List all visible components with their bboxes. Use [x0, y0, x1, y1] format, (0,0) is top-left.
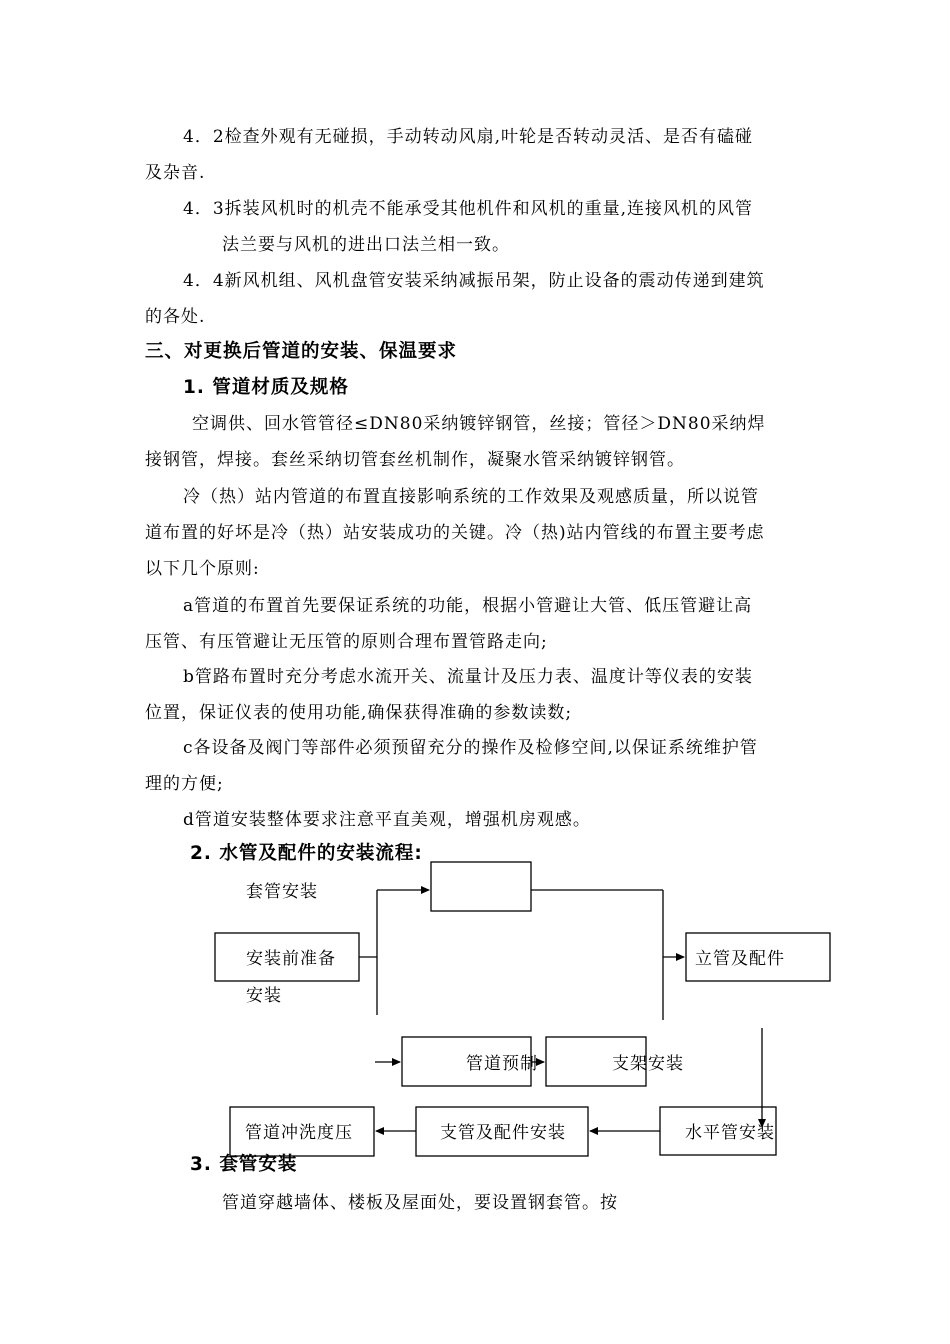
paragraph-4-4-line1: 4．4新风机组、风机盘管安装采纳减振吊架，防止设备的震动传递到建筑	[183, 271, 765, 291]
paragraph-4-3-line2: 法兰要与风机的进出口法兰相一致。	[222, 235, 510, 255]
principle-b-line1: b管路布置时充分考虑水流开关、流量计及压力表、温度计等仪表的安装	[183, 667, 753, 687]
principle-d-line1: d管道安装整体要求注意平直美观，增强机房观感。	[183, 810, 591, 830]
subsection-2-heading: 2. 水管及配件的安装流程:	[190, 843, 423, 864]
paragraph-4-2-line2: 及杂音.	[145, 163, 206, 183]
paragraph-4-2-line1: 4．2检查外观有无碰损，手动转动风扇,叶轮是否转动灵活、是否有磕碰	[183, 127, 754, 147]
material-line2: 接钢管，焊接。套丝采纳切管套丝机制作，凝聚水管采纳镀锌钢管。	[145, 450, 685, 470]
label-sleeve-install: 套管安装	[246, 882, 318, 902]
empty-box-top	[431, 862, 531, 911]
principle-c-line1: c各设备及阀门等部件必须预留充分的操作及检修空间,以保证系统维护管	[183, 738, 758, 758]
layout-line3: 以下几个原则:	[145, 559, 260, 579]
label-riser: 立管及配件	[695, 949, 785, 969]
sleeve-paragraph-line1: 管道穿越墙体、楼板及屋面处，要设置钢套管。按	[222, 1193, 618, 1213]
principle-a-line2: 压管、有压管避让无压管的原则合理布置管路走向;	[145, 632, 548, 652]
label-branch: 支管及配件安装	[440, 1123, 566, 1143]
label-install: 安装	[246, 986, 282, 1006]
subsection-3-heading: 3. 套管安装	[190, 1154, 298, 1175]
principle-a-line1: a管道的布置首先要保证系统的功能，根据小管避让大管、低压管避让高	[183, 596, 753, 616]
label-prep: 安装前准备	[246, 949, 336, 969]
label-horizontal: 水平管安装	[685, 1123, 775, 1143]
section-3-heading: 三、对更换后管道的安装、保温要求	[145, 341, 458, 362]
material-line1: 空调供、回水管管径≤DN80采纳镀锌钢管，丝接；管径＞DN80采纳焊	[192, 414, 766, 434]
label-support: 支架安装	[612, 1054, 684, 1074]
label-flush: 管道冲洗度压	[245, 1123, 353, 1143]
principle-b-line2: 位置，保证仪表的使用功能,确保获得准确的参数读数;	[145, 703, 573, 723]
layout-line2: 道布置的好坏是冷（热）站安装成功的关键。冷（热)站内管线的布置主要考虑	[145, 523, 765, 543]
principle-c-line2: 理的方便;	[145, 774, 224, 794]
paragraph-4-4-line2: 的各处.	[145, 307, 206, 327]
subsection-1-heading: 1. 管道材质及规格	[183, 377, 349, 398]
label-prefab: 管道预制	[466, 1054, 538, 1074]
paragraph-4-3-line1: 4．3拆装风机时的机壳不能承受其他机件和风机的重量,连接风机的风管	[183, 199, 754, 219]
layout-line1: 冷（热）站内管道的布置直接影响系统的工作效果及观感质量，所以说管	[183, 487, 759, 507]
